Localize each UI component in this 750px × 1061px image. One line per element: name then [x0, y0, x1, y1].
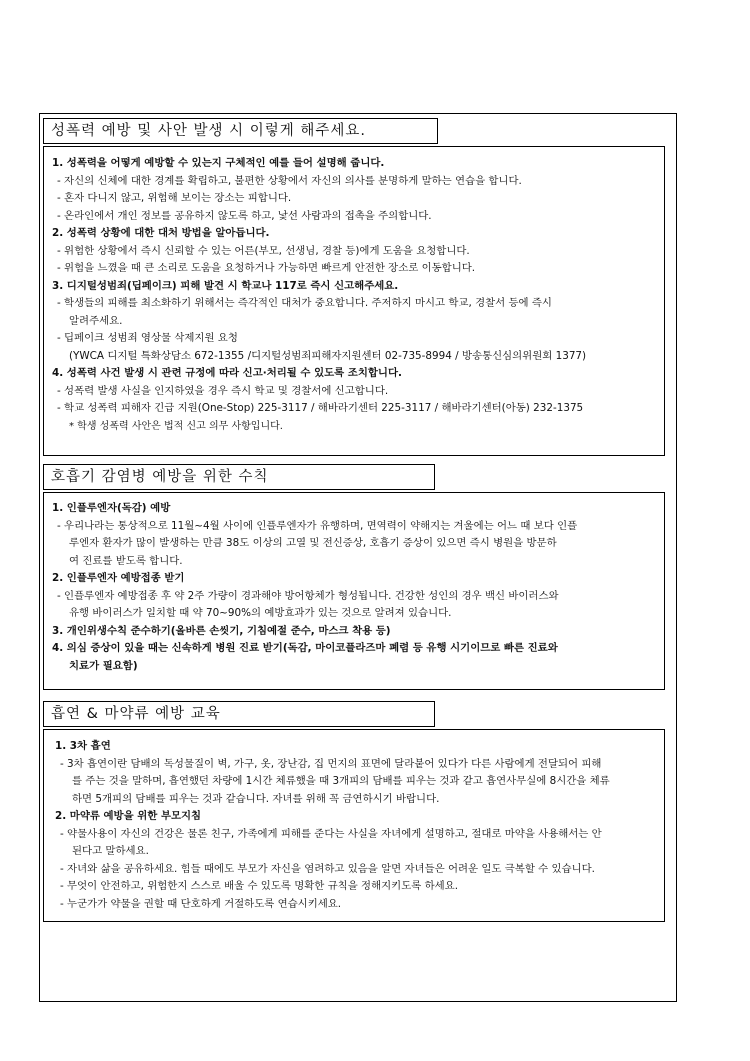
text-line: - 위험을 느꼈을 때 큰 소리로 도움을 요청하거나 가능하면 빠르게 안전한 장소로 이동합니다. [57, 262, 476, 274]
section-heading-item: 1. 성폭력을 어떻게 예방할 수 있는지 구체적인 예를 들어 설명해 줍니다. [52, 157, 385, 169]
section-heading-item: 4. 의심 증상이 있을 때는 신속하게 병원 진료 받기(독감, 마이코플라즈마 폐렴 등 유행 시기이므로 빠른 진료와 [52, 642, 558, 654]
section-title-smoking-drug-prevention: 흡연 & 마약류 예방 교육 [43, 701, 435, 727]
section-heading-item: 2. 인플루엔자 예방접종 받기 [52, 572, 185, 584]
text-line: - 온라인에서 개인 정보를 공유하지 않도록 하고, 낯선 사람과의 접촉을 주의합니다. [57, 209, 432, 222]
text-line: 를 주는 것을 말하며, 흡연했던 차량에 1시간 체류했을 때 3개피의 담배를 피우는 것과 같고 흡연사무실에 8시간을 체류 [72, 775, 610, 787]
text-line: 알려주세요. [69, 314, 123, 327]
section-heading-item: 2. 성폭력 상황에 대한 대처 방법을 알아듭니다. [52, 227, 270, 239]
text-line: - 학교 성폭력 피해자 긴급 지원(One-Stop) 225-3117 / 해바라기센터 225-3117 / 해바라기센터(아동) 232-1375 [57, 402, 584, 414]
section-heading-item: 1. 3차 흡연 [55, 740, 111, 752]
text-line: - 혼자 다니지 않고, 위험해 보이는 장소는 피합니다. [57, 192, 292, 204]
text-line: 하면 5개피의 담배를 피우는 것과 같습니다. 자녀를 위해 꼭 금연하시기 바랍니다. [72, 792, 440, 805]
text-line: - 자녀와 삶을 공유하세요. 힘들 때에도 부모가 자신을 염려하고 있음을 알면 자녀들은 어려운 일도 극복할 수 있습니다. [60, 862, 595, 875]
text-line: - 인플루엔자 예방접종 후 약 2주 가량이 경과해야 방어항체가 형성됩니다. 건강한 성인의 경우 백신 바이러스와 [57, 589, 559, 602]
section-heading-item: 치료가 필요함) [69, 659, 138, 672]
text-line: - 딥페이크 성범죄 영상물 삭제지원 요청 [57, 332, 238, 344]
section-heading-item: 4. 성폭력 사건 발생 시 관련 규정에 따라 신고·처리될 수 있도록 조치합니다. [52, 367, 402, 379]
text-line: 유행 바이러스가 일치할 때 약 70~90%의 예방효과가 있는 것으로 알려져 있습니다. [69, 607, 452, 619]
text-line: - 자신의 신체에 대한 경계를 확립하고, 불편한 상황에서 자신의 의사를 분명하게 말하는 연습을 합니다. [57, 174, 522, 187]
section-heading-item: 1. 인플루엔자(독감) 예방 [52, 502, 171, 514]
text-line: 루엔자 환자가 많이 발생하는 만큼 38도 이상의 고열 및 전신증상, 호흡기 증상이 있으면 즉시 병원을 방문하 [69, 537, 557, 549]
text-line: - 위험한 상황에서 즉시 신뢰할 수 있는 어른(부모, 선생님, 경찰 등)에게 도움을 요청합니다. [57, 244, 470, 257]
section-title-respiratory-infection-prevention: 호흡기 감염병 예방을 위한 수칙 [43, 464, 435, 490]
section-body-smoking-drug-prevention [43, 729, 665, 922]
section-heading-item: 3. 디지털성범죄(딥페이크) 피해 발견 시 학교나 117로 즉시 신고해주세요. [52, 279, 399, 292]
text-line: - 누군가가 약물을 권할 때 단호하게 거절하도록 연습시키세요. [60, 897, 342, 910]
section-body-sexual-violence-prevention [43, 146, 665, 456]
text-line: * 학생 성폭력 사안은 법적 신고 의무 사항입니다. [69, 420, 283, 432]
section-heading-item: 3. 개인위생수칙 준수하기(올바른 손씻기, 기침예절 준수, 마스크 착용 등) [52, 624, 391, 637]
text-line: - 약물사용이 자신의 건강은 물론 친구, 가족에게 피해를 준다는 사실을 자녀에게 설명하고, 절대로 마약을 사용해서는 안 [60, 827, 602, 840]
text-line: - 우리나라는 통상적으로 11월~4월 사이에 인플루엔자가 유행하며, 면역력이 약해지는 겨울에는 어느 때 보다 인플 [57, 519, 578, 532]
text-line: 된다고 말하세요. [72, 845, 149, 857]
text-line: - 성폭력 발생 사실을 인지하였을 경우 즉시 학교 및 경찰서에 신고합니다. [57, 384, 389, 397]
section-title-sexual-violence-prevention: 성폭력 예방 및 사안 발생 시 이렇게 해주세요. [43, 118, 438, 144]
text-line: - 무엇이 안전하고, 위험한지 스스로 배울 수 있도록 명확한 규칙을 정해지키도록 하세요. [60, 880, 458, 892]
text-line: 여 진료를 받도록 합니다. [69, 554, 183, 567]
text-line: - 학생들의 피해를 최소화하기 위해서는 즉각적인 대처가 중요합니다. 주저하지 마시고 학교, 경찰서 등에 즉시 [57, 297, 552, 309]
text-line: (YWCA 디지털 특화상담소 672-1355 /디지털성범죄피해자지원센터 02-735-8994 / 방송통신심의위원회 1377) [69, 349, 587, 362]
section-body-respiratory-infection-prevention [43, 492, 665, 690]
text-line: - 3차 흡연이란 담배의 독성물질이 벽, 가구, 옷, 장난감, 집 먼지의 표면에 달라붙어 있다가 다른 사람에게 전달되어 피해 [60, 757, 602, 770]
section-heading-item: 2. 마약류 예방을 위한 부모지침 [55, 810, 202, 822]
